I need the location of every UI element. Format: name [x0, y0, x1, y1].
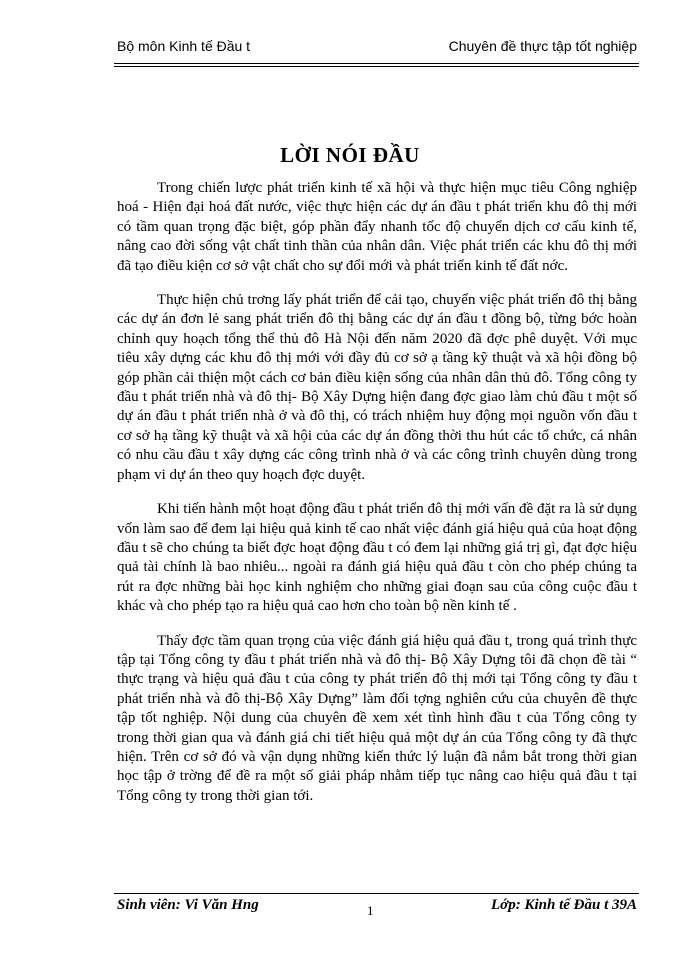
footer-student: Sinh viên: Vi Văn Hng	[117, 897, 259, 913]
footer-rule	[114, 893, 639, 894]
page-number: 1	[367, 903, 374, 918]
header-rule-second	[114, 66, 639, 67]
paragraph: Thấy đợc tầm quan trọng của việc đánh giá hiệu quả đầu t, trong quá trình thực tập tại Tổng công ty đầu t phát triển nhà và đô thị- Bộ Xây Dựng tôi đã chọn đề tài “ thực trạng và hiệu quả đầu t của công ty phát triển đô thị mới tại Tổng công ty đầu t phát triển nhà và đô thị-Bộ Xây Dựng” làm đối tợng nghiên cứu của chuyên đề thực tập tốt nghiệp. Nội dung của chuyên đề xem xét tình hình đầu t của Tổng công ty trong thời gian qua và đánh giá chi tiết hiệu quả một dự án của Tổng công ty đã thực hiện. Trên cơ sở đó và vận dụng những kiến thức lý luận đã nắm bắt trong thời gian học tập ở trờng để đề ra một số giải pháp nhằm tiếp tục nâng cao hiệu quả đầu t tại Tổng công ty trong thời gian tới.	[117, 632, 637, 804]
page-header	[117, 38, 637, 58]
page-footer	[117, 897, 637, 917]
footer-class: Lớp: Kinh tế Đầu t 39A	[491, 897, 637, 913]
paragraph: Khi tiến hành một hoạt động đầu t phát triển đô thị mới vấn đề đặt ra là sử dụng vốn làm sao để đem lại hiệu quả kinh tế cao nhất việc đánh giá hiệu quả của hoạt động đầu t sẽ cho chúng ta biết đợc hoạt động đầu t có đem lại những giá trị gì, đạt đợc hiệu quả tài chính là bao nhiêu... ngoài ra đánh giá hiệu quả đầu t còn cho phép chúng ta rút ra đợc những bài học kinh nghiệm cho những giai đoạn sau của công cuộc đầu t khác và cho phép tạo ra hiệu quả cao hơn cho toàn bộ nền kinh tế .	[117, 501, 637, 615]
header-doc-type: Chuyên đề thực tập tốt nghiệp	[448, 38, 637, 54]
paragraph: Trong chiến lược phát triển kinh tế xã hội và thực hiện mục tiêu Công nghiệp hoá - Hiện đại hoá đất nước, việc thực hiện các dự án đầu t phát triển khu đô thị mới có tầm quan trọng đặc biệt, góp phần đẩy nhanh tốc độ chuyển dịch cơ cấu kinh tế, nâng cao đời sống vật chất tinh thần của nhân dân. Việc phát triển các khu đô thị mới đã tạo điều kiện cơ sở vật chất cho sự đổi mới và phát triển kinh tế đất nớc.	[117, 180, 637, 274]
page-title: LỜI NÓI ĐẦU	[280, 143, 420, 167]
header-department: Bộ môn Kinh tế Đầu t	[117, 38, 251, 54]
paragraph: Thực hiện chủ trơng lấy phát triển để cải tạo, chuyển việc phát triển đô thị bằng các dự án đơn lẻ sang phát triển đô thị bằng các dự án đầu t đồng bộ, từng bớc hoàn chỉnh quy hoạch tổng thể thủ đô Hà Nội đến năm 2020 đã đợc phê duyệt. Với mục tiêu xây dựng các khu đô thị mới với đầy đủ cơ sở ạ tầng kỹ thuật và xã hội đồng bộ góp phần cải thiện một cách cơ bản điều kiện sống của nhân dân thủ đô. Tổng công ty đầu t phát triển nhà và đô thị- Bộ Xây Dựng hiện đang đợc giao làm chủ đầu t một số dự án đầu t phát triển nhà ở và đô thị, có trách nhiệm huy động mọi nguồn vốn đầu t cơ sở hạ tầng kỹ thuật và xã hội của các dự án đồng thời thu hút các tổ chức, cá nhân có nhu cầu đầu t xây dựng các công trình nhà ở và các công trình chuyên dùng trong phạm vi dự án theo quy hoạch đợc duyệt.	[117, 292, 637, 483]
header-rule	[114, 63, 639, 64]
document-body	[117, 179, 637, 821]
